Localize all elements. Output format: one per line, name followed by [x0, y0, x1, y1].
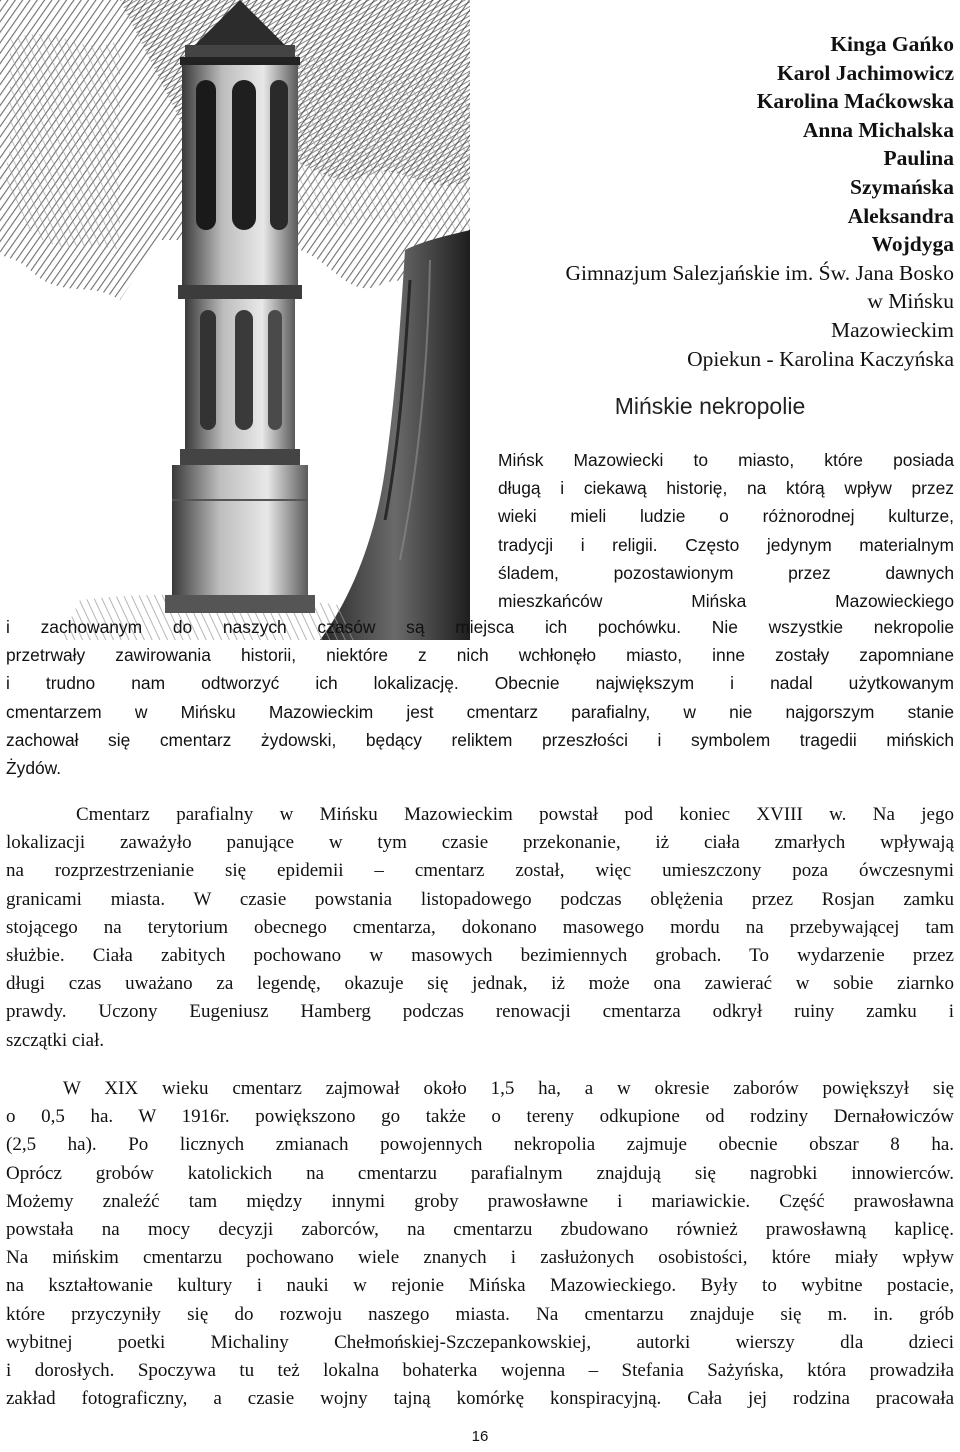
- text-line: prawdy. Uczony Eugeniusz Hamberg podczas renowacji cmentarza odkrył ruiny zamku i: [6, 1001, 954, 1023]
- intro-paragraph-right: [498, 446, 954, 615]
- text-line: i dorosłych. Spoczywa tu też lokalna bohaterka wojenna – Stefania Sażyńska, która prowadziła: [6, 1360, 954, 1382]
- text-line: (2,5 ha). Po licznych zmianach powojennych nekropolia zajmuje obecnie obszar 8 ha.: [6, 1134, 954, 1156]
- author-name: Anna Michalska: [802, 117, 954, 142]
- text-line: tradycji i religii. Często jedynym materialnym: [498, 534, 954, 555]
- text-line: lokalizacji zaważyło panujące w tym czasie przekonanie, iż ciała zmarłych wpływają: [6, 832, 954, 854]
- text-line: Cmentarz parafialny w Mińsku Mazowieckim powstał pod koniec XVIII w. Na jego: [76, 804, 954, 825]
- text-line: śladem, pozostawionym przez dawnych: [498, 562, 954, 583]
- text-line: przetrwały zawirowania historii, niektóre z nich wchłonęło miasto, inne zostały zapomniane: [6, 645, 954, 666]
- text-line: zakład fotograficzny, a czasie wojny tajną komórkę konspiracyjną. Cała jej rodzina pracowała: [6, 1388, 954, 1410]
- text-line: Możemy znaleźć tam między innymi groby prawosławne i mariawickie. Część prawosławna: [6, 1190, 954, 1212]
- intro-paragraph-full: [6, 613, 954, 782]
- authors-block: [484, 30, 954, 373]
- text-line: szczątki ciał.: [6, 1029, 105, 1051]
- paragraph-parish-cemetery: [6, 801, 954, 1055]
- text-line: zachował się cmentarz żydowski, będący reliktem przeszłości i symbolem tragedii mińskich: [6, 729, 954, 750]
- text-line: służbie. Ciała zabitych pochowano w masowych bezimiennych grobach. To wydarzenie przez: [6, 945, 954, 967]
- text-line: Na mińskim cmentarzu pochowano wiele znanych i zasłużonych osobistości, które miały wpływ: [6, 1247, 954, 1269]
- paragraph-nineteenth-century: [6, 1075, 954, 1413]
- text-line: stojącego na terytorium obecnego cmentarza, dokonano masowego mordu na przebywającej tam: [6, 916, 954, 938]
- page-number: 16: [471, 1428, 489, 1445]
- text-line: cmentarzem w Mińsku Mazowieckim jest cmentarz parafialny, w nie najgorszym stanie: [6, 701, 954, 722]
- text-line: na rozprzestrzenianie się epidemii – cmentarz został, więc umieszczony poza ówczesnymi: [6, 860, 954, 882]
- author-name: Wojdyga: [871, 232, 954, 257]
- author-name: Aleksandra: [847, 203, 954, 228]
- text-line: i zachowanym do naszych czasów są miejsca ich pochówku. Nie wszystkie nekropolie: [6, 617, 954, 637]
- text-line: powstała na mocy decyzji zaborców, na cmentarzu zbudowano również prawosławną kaplicę.: [6, 1219, 954, 1241]
- author-name: Karolina Maćkowska: [756, 89, 954, 114]
- school-line: Gimnazjum Salezjańskie im. Św. Jana Bosko: [565, 260, 954, 285]
- text-line: o 0,5 ha. W 1916r. powiększono go także o tereny odkupione od rodziny Dernałowiczów: [6, 1106, 954, 1128]
- supervisor-line: Opiekun - Karolina Kaczyńska: [687, 346, 954, 371]
- text-line: mieszkańców Mińska Mazowieckiego: [498, 591, 954, 612]
- author-name: Karol Jachimowicz: [777, 60, 954, 85]
- text-line: Mińsk Mazowiecki to miasto, które posiada: [498, 450, 954, 470]
- pencil-drawing-of-column-shrine-under-tree-icon: [0, 0, 470, 640]
- text-line: granicami miasta. W czasie powstania listopadowego podczas oblężenia przez Rosjan zamku: [6, 888, 954, 910]
- text-line: Żydów.: [6, 758, 62, 779]
- text-line: wieki mieli ludzie o różnorodnej kulturze,: [498, 506, 954, 527]
- text-line: długą i ciekawą historię, na którą wpływ przez: [498, 478, 954, 499]
- author-name: Szymańska: [850, 174, 954, 199]
- text-line: które przyczyniły się do rozwoju naszego miasta. Na cmentarzu znajduje się m. in. grób: [6, 1303, 954, 1325]
- text-line: i trudno nam odtworzyć ich lokalizację. Obecnie największym i nadal użytkowanym: [6, 673, 954, 694]
- author-name: Paulina: [883, 146, 954, 171]
- school-line: w Mińsku: [867, 289, 954, 314]
- author-name: Kinga Gańko: [830, 32, 954, 56]
- article-title: Mińskie nekropolie: [614, 393, 806, 419]
- text-line: długi czas uważano za legendę, okazuje się jednak, iż może ona zawierać w sobie ziarnko: [6, 973, 954, 995]
- text-line: W XIX wieku cmentarz zajmował około 1,5 ha, a w okresie zaborów powiększył się: [63, 1078, 954, 1099]
- text-line: wybitnej poetki Michaliny Chełmońskiej-Szczepankowskiej, autorki wierszy dla dzieci: [6, 1331, 954, 1353]
- text-line: Oprócz grobów katolickich na cmentarzu parafialnym znajdują się nagrobki innowierców.: [6, 1162, 954, 1184]
- text-line: na kształtowanie kultury i nauki w rejonie Mińska Mazowieckiego. Były to wybitne postacie,: [6, 1275, 954, 1297]
- school-line: Mazowieckim: [831, 317, 954, 342]
